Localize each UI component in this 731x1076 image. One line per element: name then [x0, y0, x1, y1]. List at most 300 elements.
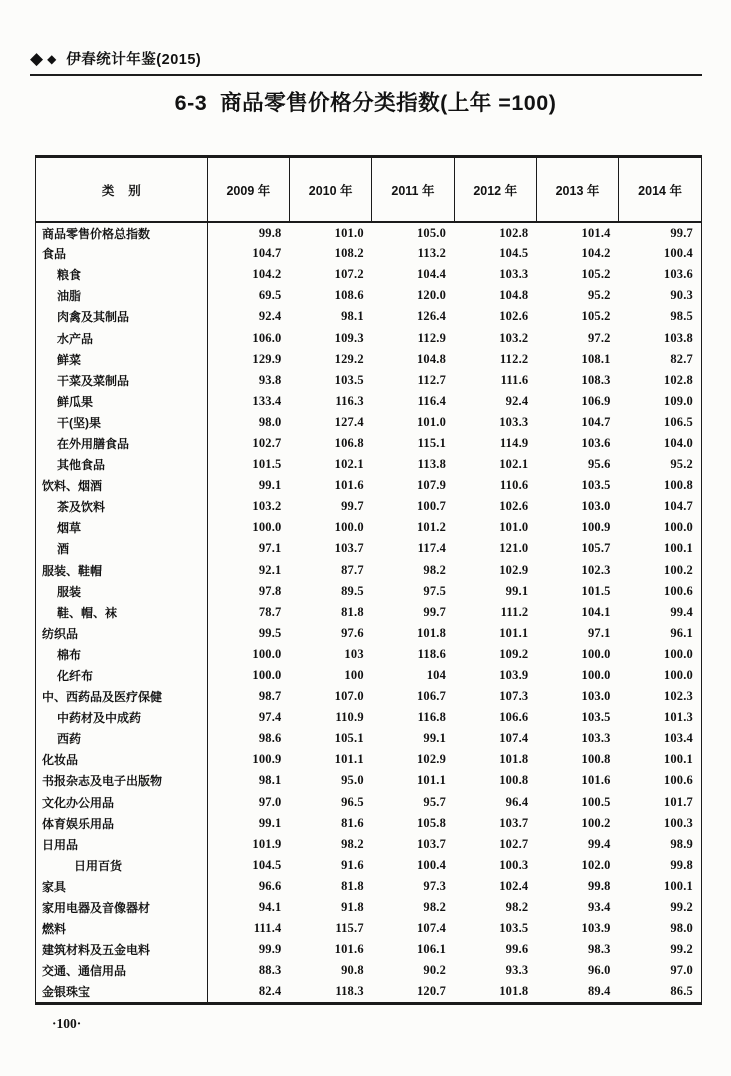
value-2012: 101.8 — [499, 752, 529, 767]
value-2013: 105.2 — [581, 267, 611, 282]
value-2011: 113.2 — [417, 246, 447, 261]
table-row — [36, 412, 701, 433]
value-2010: 96.5 — [341, 794, 364, 809]
table-body — [36, 222, 701, 1002]
value-2009: 99.1 — [258, 478, 282, 493]
category-label: 纺织品 — [36, 623, 207, 644]
value-2014: 82.7 — [670, 351, 693, 366]
value-2013: 108.1 — [581, 351, 611, 366]
value-2013: 103.9 — [581, 921, 611, 936]
category-label: 食品 — [36, 243, 207, 264]
value-2011: 107.4 — [416, 921, 447, 936]
table-row — [36, 770, 701, 791]
column-header-2013: 2013 年 — [536, 158, 618, 222]
value-2011: 107.9 — [416, 478, 447, 493]
value-2012: 103.2 — [499, 330, 529, 345]
value-2013: 93.4 — [587, 900, 611, 915]
value-2009: 98.6 — [258, 731, 282, 746]
value-2014: 90.3 — [670, 288, 693, 303]
value-2009: 133.4 — [252, 393, 282, 408]
value-2014: 102.3 — [663, 689, 693, 704]
category-label: 粮食 — [36, 264, 207, 285]
table-row — [36, 623, 701, 644]
category-label: 化纤布 — [36, 665, 207, 686]
table-row — [36, 918, 701, 939]
column-header-2014: 2014 年 — [619, 158, 701, 222]
value-2010: 81.6 — [341, 815, 364, 830]
value-2014: 104.7 — [663, 499, 693, 514]
value-2012: 112.2 — [499, 351, 529, 366]
value-2010: 99.7 — [341, 499, 364, 514]
value-2014: 100.2 — [663, 562, 693, 577]
value-2012: 106.6 — [499, 710, 529, 725]
value-2009: 129.9 — [252, 351, 282, 366]
value-2009: 97.4 — [258, 710, 282, 725]
table-row — [36, 517, 701, 538]
column-header-2010: 2010 年 — [290, 158, 372, 222]
value-2011: 104.8 — [416, 351, 447, 366]
value-2013: 104.1 — [581, 604, 611, 619]
value-2009: 102.7 — [252, 435, 282, 450]
value-2011: 112.9 — [417, 330, 447, 345]
value-2012: 101.8 — [499, 984, 529, 999]
value-2011: 105.0 — [416, 225, 447, 240]
value-2013: 103.6 — [581, 435, 611, 450]
value-2013: 106.9 — [581, 393, 611, 408]
value-2014: 100.4 — [663, 246, 693, 261]
value-2012: 107.3 — [499, 689, 529, 704]
value-2009: 101.9 — [252, 836, 282, 851]
value-2014: 106.5 — [663, 414, 693, 429]
value-2009: 106.0 — [252, 330, 282, 345]
value-2009: 100.0 — [252, 520, 282, 535]
table-row — [36, 454, 701, 475]
value-2009: 103.2 — [252, 499, 282, 514]
value-2011: 117.4 — [417, 541, 447, 556]
table-row — [36, 897, 701, 918]
value-2009: 99.9 — [258, 942, 282, 957]
value-2009: 99.8 — [258, 225, 282, 240]
table-row — [36, 285, 701, 306]
value-2009: 78.7 — [258, 604, 282, 619]
value-2013: 89.4 — [587, 984, 611, 999]
value-2012: 102.1 — [499, 457, 529, 472]
category-label: 家用电器及音像器材 — [36, 897, 207, 918]
value-2012: 98.2 — [505, 900, 529, 915]
category-label: 烟草 — [36, 517, 207, 538]
value-2013: 98.3 — [587, 942, 611, 957]
value-2012: 110.6 — [499, 478, 529, 493]
value-2011: 101.0 — [416, 414, 447, 429]
value-2013: 102.3 — [581, 562, 611, 577]
value-2012: 102.7 — [499, 836, 529, 851]
table-row — [36, 327, 701, 348]
value-2013: 104.7 — [581, 414, 611, 429]
value-2012: 99.1 — [505, 583, 529, 598]
value-2014: 103.4 — [663, 731, 693, 746]
value-2014: 100.0 — [663, 646, 693, 661]
value-2009: 111.4 — [253, 921, 282, 936]
value-2009: 96.6 — [258, 878, 282, 893]
value-2010: 91.8 — [341, 900, 364, 915]
table-row — [36, 644, 701, 665]
value-2010: 95.0 — [341, 773, 364, 788]
value-2012: 93.3 — [505, 963, 529, 978]
value-2014: 100.0 — [663, 668, 693, 683]
value-2012: 96.4 — [505, 794, 529, 809]
value-2010: 87.7 — [341, 562, 364, 577]
value-2013: 100.2 — [581, 815, 611, 830]
value-2014: 104.0 — [663, 435, 693, 450]
value-2014: 103.8 — [663, 330, 693, 345]
value-2013: 101.6 — [581, 773, 611, 788]
value-2009: 98.0 — [258, 414, 282, 429]
value-2013: 95.6 — [587, 457, 611, 472]
value-2012: 114.9 — [499, 435, 529, 450]
category-label: 化妆品 — [36, 749, 207, 770]
value-2013: 104.2 — [581, 246, 611, 261]
value-2012: 102.4 — [499, 878, 529, 893]
value-2010: 100.0 — [334, 520, 364, 535]
table-row — [36, 560, 701, 581]
value-2010: 107.0 — [334, 689, 364, 704]
value-2013: 102.0 — [581, 857, 611, 872]
value-2013: 100.0 — [581, 668, 611, 683]
value-2010: 98.2 — [341, 836, 364, 851]
value-2011: 120.7 — [416, 984, 447, 999]
value-2010: 127.4 — [334, 414, 364, 429]
value-2011: 103.7 — [416, 836, 447, 851]
table-row — [36, 222, 701, 243]
value-2011: 99.7 — [423, 604, 447, 619]
value-2013: 95.2 — [587, 288, 611, 303]
value-2011: 116.8 — [417, 710, 447, 725]
category-label: 书报杂志及电子出版物 — [36, 770, 207, 791]
table-row — [36, 370, 701, 391]
value-2014: 100.6 — [663, 583, 693, 598]
category-label: 中、西药品及医疗保健 — [36, 686, 207, 707]
price-index-table — [35, 155, 702, 1005]
value-2012: 103.9 — [499, 668, 529, 683]
table-row — [36, 538, 701, 559]
value-2014: 100.3 — [663, 815, 693, 830]
category-label: 肉禽及其制品 — [36, 306, 207, 327]
value-2010: 101.6 — [334, 942, 364, 957]
value-2014: 99.4 — [670, 604, 693, 619]
value-2010: 81.8 — [341, 604, 364, 619]
value-2011: 118.6 — [417, 646, 447, 661]
value-2014: 99.7 — [670, 225, 693, 240]
value-2014: 100.1 — [663, 541, 693, 556]
table-row — [36, 349, 701, 370]
value-2009: 94.1 — [258, 900, 282, 915]
value-2014: 97.0 — [670, 963, 693, 978]
value-2013: 100.0 — [581, 646, 611, 661]
page-header-banner — [30, 48, 702, 76]
value-2010: 81.8 — [341, 878, 364, 893]
value-2009: 92.1 — [258, 562, 282, 577]
value-2012: 102.6 — [499, 309, 529, 324]
value-2010: 118.3 — [335, 984, 364, 999]
category-label: 鞋、帽、袜 — [36, 602, 207, 623]
table-row — [36, 749, 701, 770]
value-2013: 105.7 — [581, 541, 611, 556]
table-row — [36, 855, 701, 876]
column-header-2009: 2009 年 — [207, 158, 289, 222]
value-2010: 105.1 — [334, 731, 364, 746]
value-2013: 99.8 — [587, 878, 611, 893]
table-row — [36, 707, 701, 728]
value-2014: 96.1 — [670, 625, 693, 640]
value-2014: 98.0 — [670, 921, 693, 936]
category-label: 文化办公用品 — [36, 792, 207, 813]
category-label: 日用百货 — [36, 855, 207, 876]
value-2012: 104.5 — [499, 246, 529, 261]
value-2012: 107.4 — [499, 731, 529, 746]
value-2012: 92.4 — [505, 393, 529, 408]
category-label: 燃料 — [36, 918, 207, 939]
value-2010: 109.3 — [334, 330, 364, 345]
value-2009: 100.9 — [252, 752, 282, 767]
value-2011: 98.2 — [423, 900, 447, 915]
value-2010: 108.6 — [334, 288, 364, 303]
value-2012: 103.3 — [499, 414, 529, 429]
category-label: 鲜瓜果 — [36, 391, 207, 412]
value-2012: 103.7 — [499, 815, 529, 830]
yearbook-name: 伊春统计年鉴(2015) — [66, 52, 202, 68]
value-2010: 90.8 — [341, 963, 364, 978]
value-2010: 102.1 — [334, 457, 364, 472]
value-2011: 116.4 — [417, 393, 447, 408]
value-2011: 97.3 — [423, 878, 447, 893]
category-label: 服装、鞋帽 — [36, 560, 207, 581]
value-2014: 100.6 — [663, 773, 693, 788]
value-2014: 98.5 — [670, 309, 693, 324]
value-2012: 102.9 — [499, 562, 529, 577]
value-2013: 100.5 — [581, 794, 611, 809]
value-2013: 97.2 — [587, 330, 611, 345]
value-2014: 102.8 — [663, 372, 693, 387]
table-row — [36, 433, 701, 454]
value-2009: 97.8 — [258, 583, 282, 598]
value-2012: 111.2 — [500, 604, 529, 619]
value-2012: 103.5 — [499, 921, 529, 936]
value-2014: 100.8 — [663, 478, 693, 493]
value-2013: 105.2 — [581, 309, 611, 324]
value-2014: 99.2 — [670, 900, 693, 915]
value-2010: 101.0 — [334, 225, 364, 240]
value-2010: 115.7 — [335, 921, 364, 936]
value-2014: 103.6 — [663, 267, 693, 282]
table-row — [36, 728, 701, 749]
value-2013: 103.5 — [581, 478, 611, 493]
value-2011: 120.0 — [416, 288, 447, 303]
value-2010: 103 — [344, 646, 364, 661]
table-row — [36, 960, 701, 981]
table-row — [36, 792, 701, 813]
table-row — [36, 686, 701, 707]
value-2009: 101.5 — [252, 457, 282, 472]
value-2009: 82.4 — [258, 984, 282, 999]
value-2011: 90.2 — [423, 963, 447, 978]
column-header-2012: 2012 年 — [454, 158, 536, 222]
category-label: 其他食品 — [36, 454, 207, 475]
value-2012: 121.0 — [499, 541, 529, 556]
category-label: 饮料、烟酒 — [36, 475, 207, 496]
value-2011: 104 — [426, 668, 447, 683]
value-2014: 100.0 — [663, 520, 693, 535]
value-2011: 98.2 — [423, 562, 447, 577]
category-label: 建筑材料及五金电料 — [36, 939, 207, 960]
value-2010: 129.2 — [334, 351, 364, 366]
table-row — [36, 243, 701, 264]
value-2010: 98.1 — [341, 309, 364, 324]
value-2010: 110.9 — [335, 710, 364, 725]
value-2012: 101.0 — [499, 520, 529, 535]
value-2010: 101.6 — [334, 478, 364, 493]
value-2010: 101.1 — [334, 752, 364, 767]
category-label: 水产品 — [36, 327, 207, 348]
value-2009: 98.1 — [258, 773, 282, 788]
category-label: 干(坚)果 — [36, 412, 207, 433]
value-2009: 88.3 — [258, 963, 282, 978]
value-2011: 112.7 — [417, 372, 447, 387]
table-row — [36, 939, 701, 960]
value-2014: 101.7 — [663, 794, 693, 809]
value-2012: 100.3 — [499, 857, 529, 872]
value-2011: 100.4 — [416, 857, 447, 872]
table-row — [36, 306, 701, 327]
value-2012: 103.3 — [499, 267, 529, 282]
value-2011: 101.8 — [416, 625, 447, 640]
value-2010: 97.6 — [341, 625, 364, 640]
value-2009: 104.5 — [252, 857, 282, 872]
value-2012: 99.6 — [505, 942, 529, 957]
value-2012: 104.8 — [499, 288, 529, 303]
value-2010: 106.8 — [334, 435, 364, 450]
category-label: 交通、通信用品 — [36, 960, 207, 981]
page-title: 6-3 商品零售价格分类指数(上年 =100) — [174, 91, 557, 115]
value-2013: 103.0 — [581, 499, 611, 514]
value-2014: 100.1 — [663, 752, 693, 767]
value-2013: 108.3 — [581, 372, 611, 387]
value-2013: 101.4 — [581, 225, 611, 240]
value-2013: 97.1 — [587, 625, 611, 640]
value-2009: 97.0 — [258, 794, 282, 809]
value-2009: 100.0 — [252, 646, 282, 661]
diamond-icon: ◆ — [30, 49, 44, 68]
value-2010: 103.5 — [334, 372, 364, 387]
table-row — [36, 813, 701, 834]
value-2014: 101.3 — [663, 710, 693, 725]
value-2010: 108.2 — [334, 246, 364, 261]
value-2014: 99.2 — [670, 942, 693, 957]
table-header-row — [36, 158, 701, 222]
value-2011: 104.4 — [416, 267, 447, 282]
value-2009: 99.1 — [258, 815, 282, 830]
value-2010: 100 — [344, 668, 364, 683]
category-label: 干菜及菜制品 — [36, 370, 207, 391]
diamond-icon-small: ◆ — [47, 51, 57, 66]
value-2013: 103.3 — [581, 731, 611, 746]
value-2011: 99.1 — [423, 731, 447, 746]
value-2014: 98.9 — [670, 836, 693, 851]
value-2009: 99.5 — [258, 625, 282, 640]
value-2013: 103.5 — [581, 710, 611, 725]
table-row — [36, 876, 701, 897]
category-label: 油脂 — [36, 285, 207, 306]
page-number: ·100· — [52, 1016, 82, 1031]
category-label: 服装 — [36, 581, 207, 602]
value-2011: 106.1 — [416, 942, 447, 957]
value-2012: 102.6 — [499, 499, 529, 514]
table-row — [36, 496, 701, 517]
value-2009: 104.7 — [252, 246, 282, 261]
value-2014: 109.0 — [663, 393, 693, 408]
value-2014: 100.1 — [663, 878, 693, 893]
value-2012: 101.1 — [499, 625, 529, 640]
value-2009: 69.5 — [258, 288, 282, 303]
value-2014: 99.8 — [670, 857, 693, 872]
category-label: 家具 — [36, 876, 207, 897]
value-2011: 115.1 — [417, 435, 447, 450]
category-label: 商品零售价格总指数 — [36, 222, 207, 243]
value-2013: 103.0 — [581, 689, 611, 704]
column-header-2011: 2011 年 — [372, 158, 454, 222]
value-2010: 89.5 — [341, 583, 364, 598]
value-2011: 101.1 — [416, 773, 447, 788]
value-2011: 105.8 — [416, 815, 447, 830]
value-2013: 100.9 — [581, 520, 611, 535]
value-2011: 97.5 — [423, 583, 447, 598]
value-2009: 93.8 — [258, 372, 282, 387]
value-2013: 96.0 — [587, 963, 611, 978]
category-label: 体育娱乐用品 — [36, 813, 207, 834]
value-2012: 111.6 — [500, 372, 529, 387]
category-label: 日用品 — [36, 834, 207, 855]
value-2009: 97.1 — [258, 541, 282, 556]
table-row — [36, 665, 701, 686]
category-label: 鲜菜 — [36, 349, 207, 370]
table-row — [36, 581, 701, 602]
value-2014: 86.5 — [670, 984, 693, 999]
value-2011: 101.2 — [416, 520, 447, 535]
value-2009: 104.2 — [252, 267, 282, 282]
table-row — [36, 834, 701, 855]
category-label: 酒 — [36, 538, 207, 559]
table-row — [36, 981, 701, 1002]
table-row — [36, 602, 701, 623]
category-label: 棉布 — [36, 644, 207, 665]
category-label: 茶及饮料 — [36, 496, 207, 517]
value-2010: 107.2 — [334, 267, 364, 282]
table-row — [36, 264, 701, 285]
value-2009: 98.7 — [258, 689, 282, 704]
column-header-category: 类 别 — [36, 158, 207, 222]
value-2012: 102.8 — [499, 225, 529, 240]
value-2010: 91.6 — [341, 857, 364, 872]
value-2013: 100.8 — [581, 752, 611, 767]
table-row — [36, 391, 701, 412]
value-2009: 100.0 — [252, 668, 282, 683]
value-2011: 106.7 — [416, 689, 447, 704]
value-2010: 116.3 — [335, 393, 364, 408]
value-2011: 95.7 — [423, 794, 447, 809]
value-2013: 99.4 — [587, 836, 611, 851]
value-2011: 126.4 — [416, 309, 447, 324]
value-2009: 92.4 — [258, 309, 282, 324]
value-2013: 101.5 — [581, 583, 611, 598]
